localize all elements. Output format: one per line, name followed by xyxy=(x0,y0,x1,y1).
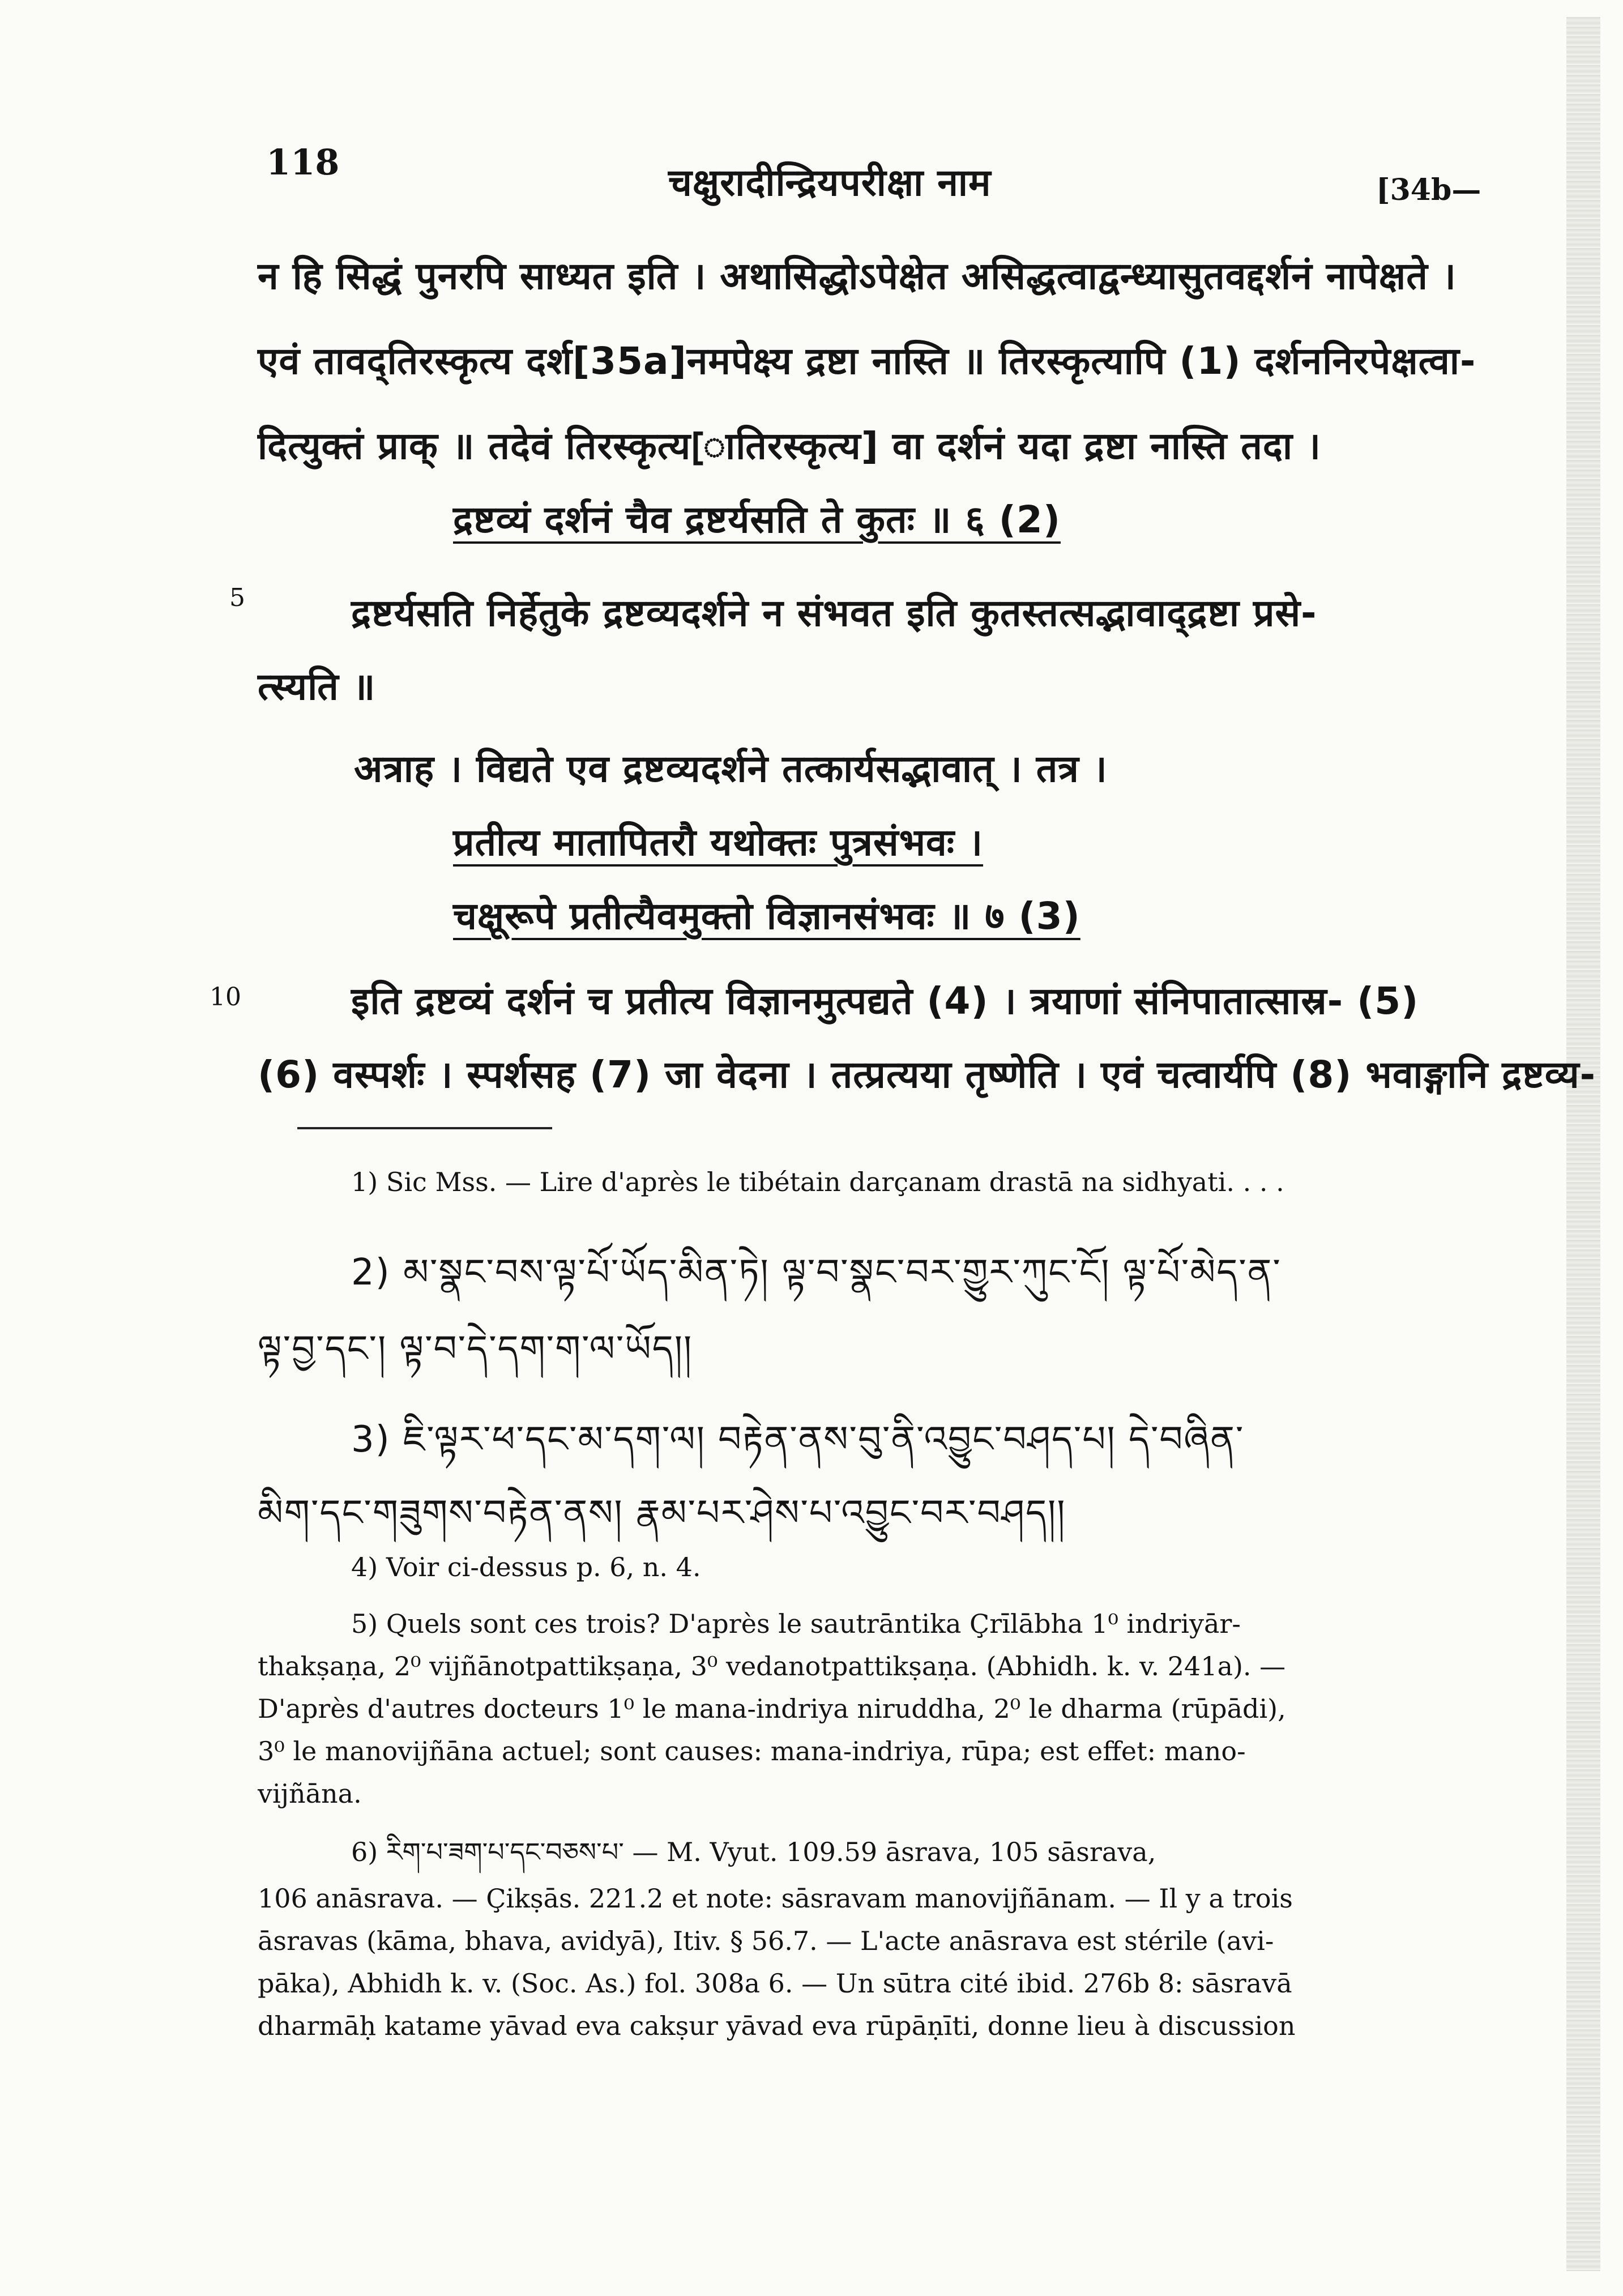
text-line: (6) वस्पर्शः । स्पर्शसह (7) जा वेदना । तत्प्रत्यया तृष्णेति । एवं चत्वार्यपि (8) भवाङ्गानि द्रष्टव्य- xyxy=(258,1053,1596,1096)
footnote-tibetan: 2) མ་སྣང་བས་ལྟ་པོ་ཡོད་མིན་ཏེ། ལྟ་བ་སྣང་བར་གྱུར་ཀུང་ངོ། ལྟ་པོ་མེད་ན་ xyxy=(351,1252,1282,1294)
footnote: vijñāna. xyxy=(258,1778,362,1809)
footnote-tibetan: ལྟ་བྱ་དང་། ལྟ་བ་དེ་དག་ག་ལ་ཡོད།། xyxy=(258,1328,693,1370)
footnote-tibetan: མིག་དང་གཟུགས་བརྟེན་ནས། རྣམ་པར་ཤེས་པ་འབྱུང་བར་བཤད།། xyxy=(258,1492,1066,1534)
footnote-tibetan: 3) ཇི་ལྟར་ཕ་དང་མ་དག་ལ། བརྟེན་ནས་བུ་ནི་འབྱུང་བཤད་པ། དེ་བཞིན་ xyxy=(351,1419,1245,1461)
footnote: thakṣaṇa, 2⁰ vijñānotpattikṣaṇa, 3⁰ vedanotpattikṣaṇa. (Abhidh. k. v. 241a). — xyxy=(258,1651,1286,1682)
footnote: D'après d'autres docteurs 1⁰ le mana-indriya niruddha, 2⁰ le dharma (rūpādi), xyxy=(258,1693,1286,1724)
text-line: द्रष्टर्यसति निर्हेतुके द्रष्टव्यदर्शने न संभवत इति कुतस्तत्सद्भावाद्द्रष्टा प्रसे- xyxy=(351,591,1317,635)
verse-line: प्रतीत्य मातापितरौ यथोक्तः पुत्रसंभवः । xyxy=(453,821,984,864)
footnote: 106 anāsrava. — Çikṣās. 221.2 et note: sāsravam manovijñānam. — Il y a trois xyxy=(258,1883,1293,1914)
text-line: त्स्यति ॥ xyxy=(258,665,376,709)
scan-edge xyxy=(1566,17,1600,2271)
footnote: 6) རིག་པ་ཟག་པ་དང་བཅས་པ་ — M. Vyut. 109.59 āsrava, 105 sāsrava, xyxy=(351,1837,1156,1867)
verse-line: द्रष्टव्यं दर्शनं चैव द्रष्टर्यसति ते कुतः ॥ ६ (2) xyxy=(453,498,1061,541)
footnote: 1) Sic Mss. — Lire d'après le tibétain darçanam drastā na sidhyati. . . . xyxy=(351,1167,1284,1197)
text-line: दित्युक्तं प्राक् ॥ तदेवं तिरस्कृत्य[ातिरस्कृत्य] वा दर्शनं यदा द्रष्टा नास्ति तदा । xyxy=(258,424,1322,468)
verse-line: चक्षूरूपे प्रतीत्यैवमुक्तो विज्ञानसंभवः ॥ ७ (3) xyxy=(453,894,1080,938)
text-line: अत्राह । विद्यते एव द्रष्टव्यदर्शने तत्कार्यसद्भावात् । तत्र । xyxy=(354,747,1108,791)
text-line: इति द्रष्टव्यं दर्शनं च प्रतीत्य विज्ञानमुत्पद्यते (4) । त्रयाणां संनिपातात्सास्र- (5) xyxy=(351,979,1419,1023)
footnote: 3⁰ le manovijñāna actuel; sont causes: mana-indriya, rūpa; est effet: mano- xyxy=(258,1736,1246,1766)
page-number: 118 xyxy=(266,142,340,183)
footnote: āsravas (kāma, bhava, avidyā), Itiv. § 56.7. — L'acte anāsrava est stérile (avi- xyxy=(258,1926,1274,1956)
line-number: 10 xyxy=(210,983,241,1012)
running-title: चक्षुरादीन्द्रियपरीक्षा नाम xyxy=(668,161,992,204)
footnote: 5) Quels sont ces trois? D'après le sautrāntika Çrīlābha 1⁰ indriyār- xyxy=(351,1608,1241,1639)
footnote: dharmāḥ katame yāvad eva cakṣur yāvad eva rūpāṇīti, donne lieu à discussion xyxy=(258,2011,1296,2041)
line-number: 5 xyxy=(229,583,245,612)
text-line: एवं तावद्तिरस्कृत्य दर्श[35a]नमपेक्ष्य द्रष्टा नास्ति ॥ तिरस्कृत्यापि (1) दर्शननिरपेक्षत्वा- xyxy=(258,339,1476,383)
text-line: न हि सिद्धं पुनरपि साध्यत इति । अथासिद्धोऽपेक्षेत असिद्धत्वाद्वन्ध्यासुतवद्दर्शनं नापेक्षते । xyxy=(258,254,1457,298)
footnote: pāka), Abhidh k. v. (Soc. As.) fol. 308a 6. — Un sūtra cité ibid. 276b 8: sāsravā xyxy=(258,1968,1292,1999)
footnote: 4) Voir ci-dessus p. 6, n. 4. xyxy=(351,1552,701,1582)
folio-reference: [34b— xyxy=(1376,173,1481,207)
footnote-separator xyxy=(297,1127,552,1129)
